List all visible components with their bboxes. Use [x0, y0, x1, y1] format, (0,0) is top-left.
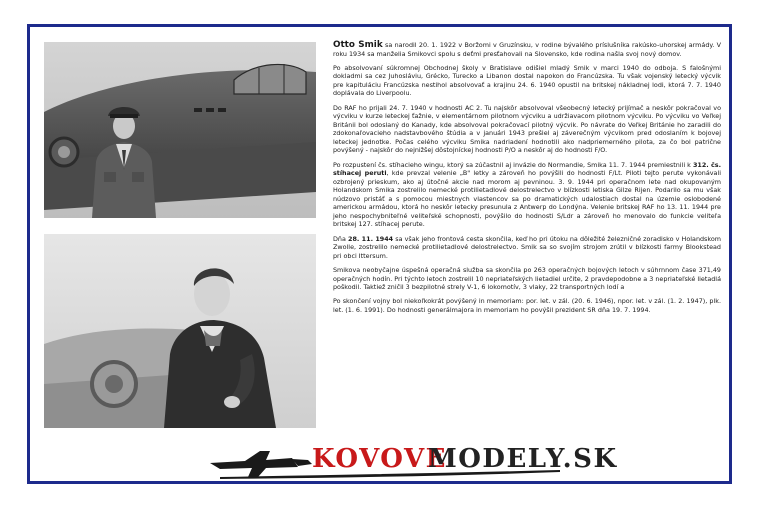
bio-intro-text: sa narodil 20. 1. 1922 v Boržomi v Gruzínsku, v rodine bývalého príslušníka rakúsko-uhorskej armády. V roku 1934 sa manželia Smikovci spolu s deťmi presťahovali na Slovensko, kde rodina našla svoj nový domov.	[333, 41, 721, 58]
bio-p5-text-a: Dňa	[333, 234, 349, 243]
bio-p4-text-b: , kde prevzal velenie „B" letky a zároveň ho povýšili do hodnosti F/Lt. Piloti tejto perute vykonávali ozbrojený prieskum, ako aj útočné akcie nad morom aj pevninou. 3. 9. 1944 pri operačnom lete nad okupovaným Holandskom Smika zostrelilo nemecké protilietadlové delostrelectvo v blízkosti letiska Gilze Rijen. Podarilo sa mu však núdzovo pristáť a s pomocou miestnych vlastencov sa po dramatických udalostiach dostal na územie oslobodené americkou armádou, ktorá ho neskôr letecky presunula z Antwerp do Londýna. Velenie britskej RAF ho 13. 11. 1944 pre jeho nespochybniteľné veliteľské schopnosti, povýšilo do hodnosti S/Ldr a zároveň ho menovalo do funkcie veliteľa britskej 127. stíhacej perute.	[333, 169, 721, 229]
brand-logo	[30, 437, 729, 481]
photo-pilot-on-aircraft	[44, 234, 316, 428]
brand-name-part1: KOVOVE	[312, 444, 447, 474]
bio-p4-text-a: Po rozpustení čs. stíhacieho wingu, ktorý sa zúčastnil aj invázie do Normandie, Smika 11. 7. 1944 premiestnili k	[333, 160, 693, 169]
bio-paragraph-3: Do RAF ho prijali 24. 7. 1940 v hodnosti AC 2. Tu najskôr absolvoval všeobecný letecký prijímač a neskôr pokračoval vo výcviku v kurze leteckej ťažnie, v elementárnom pilotnom výcviku a udržiavacom pilotnom výcviku. Po výcviku vo Veľkej Británii bol odoslaný do Kanady, kde absolvoval pokračovací pilotný výcvik. Po návrate do Veľkej Británie ho zaradili do zdokonaľovacieho nadstavbového štúdia a v januári 1943 prešiel aj záverečným výcvikom pred odoslaním k bojovej leteckej jednotke. Počas celého výcviku Smika nadriadení hodnotili ako nadpriemerného pilota, za čo bol patrične povýšený - najskôr do nejnižšej dôstojníckej hodnosti P/O a neskôr aj do hodnosti F/O.	[333, 103, 721, 155]
bio-p5-text-b: sa však jeho frontová cesta skončila, keď ho pri útoku na dôležité železničné zoradisko v Holandskom Zwolle, zostrelilo nemecké protilietadlové delostrelectvo. Smik sa so svojím strojom zrútil v blízkosti farmy Blookstead pri obci Ittersum.	[333, 234, 721, 260]
biography-text	[333, 41, 721, 320]
bio-paragraph-4	[333, 161, 721, 229]
brand-footer	[30, 437, 729, 481]
info-card	[27, 24, 732, 484]
death-date: 28. 11. 1944	[348, 234, 394, 243]
pilot-name: Otto Smik	[333, 40, 383, 50]
photo-pilot-with-aircraft	[44, 42, 316, 218]
brand-name-part2: MODELY.SK	[428, 444, 618, 474]
bio-paragraph-7: Po skončení vojny bol niekoľkokrát povýšený in memoriam: por. let. v zál. (20. 6. 1946), npor. let. v zál. (1. 2. 1947), plk. let. (1. 6. 1991). Do hodnosti generálmajora in memoriam ho povýšil prezident SR dňa 19. 7. 1994.	[333, 297, 721, 314]
jet-silhouette-icon	[210, 451, 312, 477]
bio-paragraph-2: Po absolvovaní súkromnej Obchodnej školy v Bratislave odišiel mladý Smik v marci 1940 do odboja. S falošnými dokladmi sa cez Juhosláviu, Grécko, Turecko a Libanon dostal napokon do Francúzska. Tu však vojenský letecký výcvik pre kapituláciu Francúzska nestihol absolvovať a krajinu 24. 6. 1940 opustil na britskej nákladnej lodi, ktorá 7. 7. 1940 doplávala do Liverpoolu.	[333, 63, 721, 98]
squadron-name: 312. čs. stíhacej peruti	[333, 160, 722, 178]
bio-paragraph-6: Smikova neobyčajne úspešná operačná služba sa skončila po 263 operačných bojových letoch v súhrnnom čase 371,49 operačných hodín. Pri týchto letoch zostrelil 10 nepriateľských lietadiel určite, 2 pravdepodobne a 3 nepriateľské lietadlá poškodil. Taktiež zničil 3 bezpilotné strely V-1, 6 lokomotív, 3 vlaky, 22 transportných lodí a	[333, 266, 721, 292]
bio-paragraph-1	[333, 41, 721, 58]
bio-paragraph-5	[333, 235, 721, 261]
